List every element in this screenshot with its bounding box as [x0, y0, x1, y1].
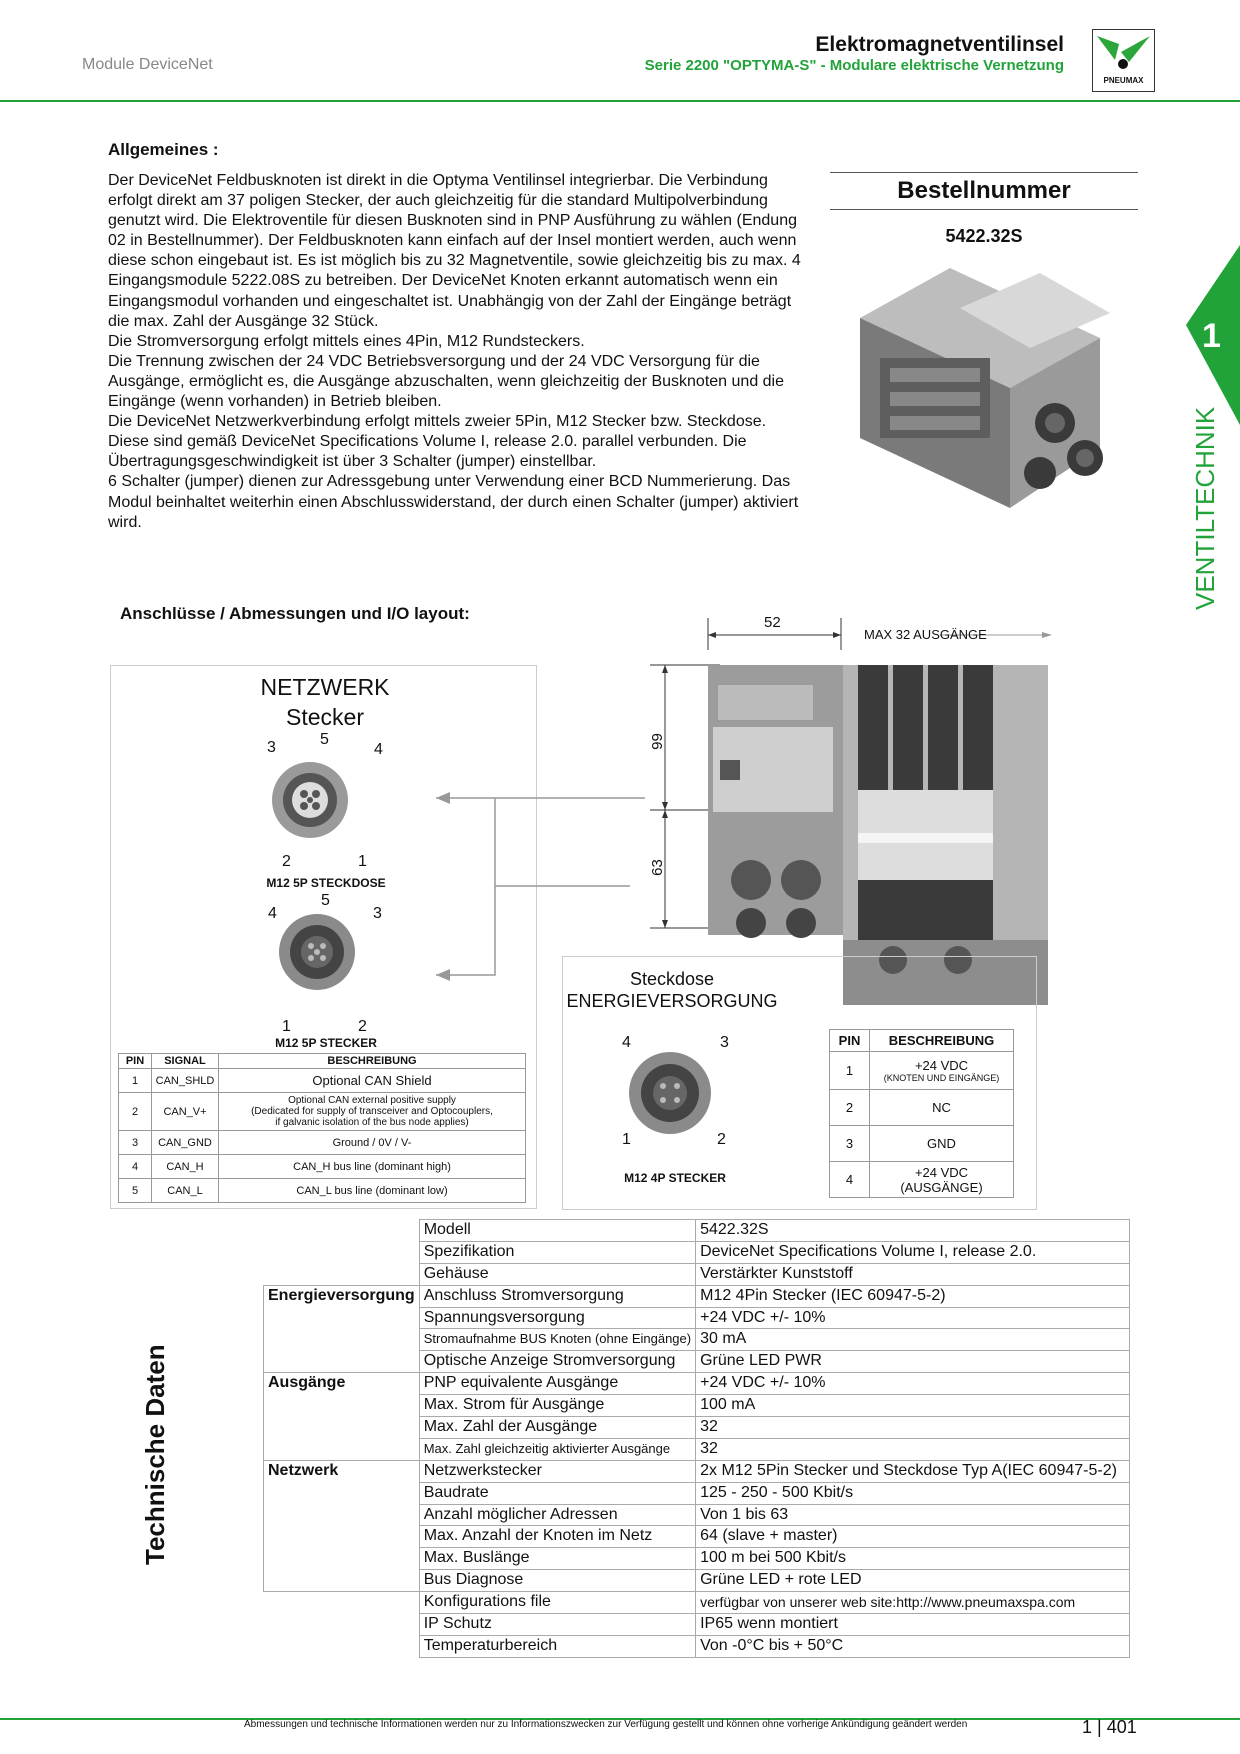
table-header: PIN: [830, 1030, 870, 1052]
pneumax-logo: [1092, 29, 1155, 92]
pin-label: 3: [720, 1034, 729, 1051]
tech-value: Von -0°C bis + 50°C: [696, 1635, 1130, 1657]
tech-value: DeviceNet Specifications Volume I, release 2.0.: [696, 1241, 1130, 1263]
table-header: BESCHREIBUNG: [870, 1030, 1014, 1052]
tech-param: Max. Strom für Ausgänge: [419, 1395, 695, 1417]
header-section-label: Module DeviceNet: [82, 56, 213, 73]
chapter-tab: [1186, 245, 1240, 425]
tech-param: Max. Buslänge: [419, 1548, 695, 1570]
table-row: 3 GND: [830, 1126, 1014, 1162]
pin-label: 5: [321, 892, 330, 909]
tech-param: Bus Diagnose: [419, 1570, 695, 1592]
table-header: PIN: [119, 1054, 152, 1069]
tech-row: [264, 1285, 1130, 1307]
intro-paragraph: Die Stromversorgung erfolgt mittels eines 4Pin, M12 Rundsteckers.: [108, 332, 585, 350]
header-rule: [0, 100, 1240, 102]
network-pin-table: [118, 1053, 526, 1203]
power-pin-table: [829, 1029, 1014, 1198]
tech-row: [264, 1635, 1130, 1657]
pin-label: 3: [267, 739, 276, 756]
table-row: 1 CAN_SHLD Optional CAN Shield: [119, 1069, 526, 1093]
tech-group-label: Energieversorgung: [264, 1285, 420, 1373]
pin-label: 4: [622, 1034, 631, 1051]
tech-value: 32: [696, 1417, 1130, 1439]
tech-value: IP65 wenn montiert: [696, 1614, 1130, 1636]
page-title: Elektromagnetventilinsel: [815, 33, 1064, 56]
tech-param: Netzwerkstecker: [419, 1460, 695, 1482]
socket-caption: M12 5P STECKDOSE: [266, 876, 386, 890]
tech-row: [264, 1592, 1130, 1614]
plug-caption: M12 5P STECKER: [275, 1036, 377, 1050]
table-row: 2 CAN_V+ Optional CAN external positive supply (Dedicated for supply of transceiver and Optocouplers, if galvanic isolation of the bus node applies): [119, 1093, 526, 1131]
intro-paragraph: Der DeviceNet Feldbusknoten ist direkt in die Optyma Ventilinsel integrierbar. Die Verbindung erfolgt direkt am 37 poligen Stecker, der auch gleichzeitig für die standard Multipolverbindung genutzt wird. Die Elektroventile für diesen Busknoten sind in PNP Ausführung zu wählen (Endung 02 in Bestellnummer). Der Feldbusknoten kann einfach auf der Insel montiert werden, auch wenn diese schon eingebaut ist. Es ist möglich bis zu 32 Magnetventile, sowie gleichzeitig bis zu max. 4 Eingangsmodule 5222.08S zu betreiben. Der DeviceNet Knoten erkannt automatisch wenn ein Eingangsmodul vorhanden und eingeschaltet ist. Unabhängig von der Zahl der Eingänge beträgt die max. Zahl der Ausgänge 32 Stück.: [108, 172, 801, 330]
tech-param: Stromaufnahme BUS Knoten (ohne Eingänge): [419, 1329, 695, 1351]
tech-value: M12 4Pin Stecker (IEC 60947-5-2): [696, 1285, 1130, 1307]
tech-group-label: Ausgänge: [264, 1373, 420, 1461]
table-row: 4 +24 VDC (AUSGÄNGE): [830, 1162, 1014, 1198]
tech-param: Spezifikation: [419, 1241, 695, 1263]
tech-group-empty: [264, 1592, 420, 1614]
device-front-view: [708, 665, 1048, 1005]
tech-param: Temperaturbereich: [419, 1635, 695, 1657]
tech-param: IP Schutz: [419, 1614, 695, 1636]
tech-row: [264, 1614, 1130, 1636]
page-subtitle: Serie 2200 "OPTYMA-S" - Modulare elektrische Vernetzung: [644, 57, 1064, 74]
pin-label: 2: [358, 1018, 367, 1035]
tech-param: PNP equivalente Ausgänge: [419, 1373, 695, 1395]
tech-value: Grüne LED + rote LED: [696, 1570, 1130, 1592]
tech-value: 100 mA: [696, 1395, 1130, 1417]
order-number: 5422.32S: [945, 226, 1023, 246]
m12-5p-socket-drawing: [270, 760, 350, 840]
tech-param: Modell: [419, 1220, 695, 1242]
dimension-height-lower: 63: [648, 859, 666, 876]
dimension-height-upper: 99: [648, 733, 666, 750]
table-header: BESCHREIBUNG: [219, 1054, 526, 1069]
tech-param: Max. Anzahl der Knoten im Netz: [419, 1526, 695, 1548]
network-title: NETZWERK Stecker: [260, 674, 390, 730]
pin-label: 2: [717, 1131, 726, 1148]
tech-value: 30 mA: [696, 1329, 1130, 1351]
footer-note: Abmessungen und technische Informationen werden nur zu Informationszwecken zur Verfügung gestellt und können ohne vorherige Ankündigung geändert werden: [244, 1719, 968, 1730]
m12-4p-plug-drawing: [627, 1050, 713, 1136]
tech-value: verfügbar von unserer web site:http://www.pneumaxspa.com: [696, 1592, 1130, 1614]
table-row: 2 NC: [830, 1090, 1014, 1126]
product-photo: [840, 258, 1132, 520]
tech-value: Von 1 bis 63: [696, 1504, 1130, 1526]
tech-row: [264, 1241, 1130, 1263]
tech-group-empty: [264, 1241, 420, 1263]
intro-paragraph: Die DeviceNet Netzwerkverbindung erfolgt mittels zweier 5Pin, M12 Stecker bzw. Steckdose. Diese sind gemäß DeviceNet Specifications Volume I, release 2.0. parallel verbunden. Die Übertragungsgeschwindigkeit ist über 3 Schalter (jumper) einstellbar.: [108, 413, 767, 471]
intro-paragraph: 6 Schalter (jumper) dienen zur Adressgebung unter Verwendung einer BCD Nummerierung. Das Modul beinhaltet weiterhin einen Abschlusswiderstand, der durch einen Schalter (jumper) aktiviert wird.: [108, 473, 799, 531]
tech-value: Verstärkter Kunststoff: [696, 1263, 1130, 1285]
chapter-label: VENTILTECHNIK: [1190, 406, 1220, 610]
tech-value: 5422.32S: [696, 1220, 1130, 1242]
tech-value: Grüne LED PWR: [696, 1351, 1130, 1373]
intro-heading: Allgemeines :: [108, 140, 219, 159]
intro-text: [108, 171, 808, 533]
page-number: 1 | 401: [1082, 1717, 1137, 1737]
tech-value: 32: [696, 1438, 1130, 1460]
pin-label: 1: [282, 1018, 291, 1035]
table-row: 4 CAN_H CAN_H bus line (dominant high): [119, 1155, 526, 1179]
tech-param: Gehäuse: [419, 1263, 695, 1285]
tech-group-empty: [264, 1614, 420, 1636]
dimension-width: 52: [764, 614, 781, 631]
pin-label: 5: [320, 731, 329, 748]
power-title: Steckdose ENERGIEVERSORGUNG: [566, 969, 778, 1011]
tech-group-empty: [264, 1635, 420, 1657]
pin-label: 3: [373, 905, 382, 922]
pin-label: 2: [282, 853, 291, 870]
tech-group-empty: [264, 1263, 420, 1285]
tech-row: [264, 1220, 1130, 1242]
tech-row: [264, 1263, 1130, 1285]
tech-value: 2x M12 5Pin Stecker und Steckdose Typ A(IEC 60947-5-2): [696, 1460, 1130, 1482]
tech-param: Baudrate: [419, 1482, 695, 1504]
order-heading: Bestellnummer: [830, 172, 1138, 210]
pin-label: 1: [358, 853, 367, 870]
pin-label: 4: [374, 741, 383, 758]
tech-param: Max. Zahl der Ausgänge: [419, 1417, 695, 1439]
layout-heading: Anschlüsse / Abmessungen und I/O layout:: [120, 604, 470, 623]
max-outputs-label: MAX 32 AUSGÄNGE: [864, 627, 987, 642]
tech-value: 125 - 250 - 500 Kbit/s: [696, 1482, 1130, 1504]
pin-label: 1: [622, 1131, 631, 1148]
tech-param: Anzahl möglicher Adressen: [419, 1504, 695, 1526]
tech-row: [264, 1373, 1130, 1395]
intro-paragraph: Die Trennung zwischen der 24 VDC Betriebsversorgung und der 24 VDC Versorgung für die Ausgänge, ermöglicht es, die Ausgänge abzuschalten, wenn gleichzeitig der Busknoten und die Eingänge (wenn vorhanden) in Betrieb bleiben.: [108, 352, 785, 411]
power-plug-caption: M12 4P STECKER: [624, 1171, 726, 1185]
logo-text: PNEUMAX: [1103, 76, 1144, 85]
table-header: SIGNAL: [152, 1054, 219, 1069]
tech-data-title: Technische Daten: [140, 1344, 170, 1565]
tech-value: +24 VDC +/- 10%: [696, 1373, 1130, 1395]
table-row: 5 CAN_L CAN_L bus line (dominant low): [119, 1179, 526, 1203]
tech-data-table: [263, 1219, 1130, 1658]
chapter-number: 1: [1202, 317, 1221, 355]
tech-group-label: Netzwerk: [264, 1460, 420, 1591]
table-row: 3 CAN_GND Ground / 0V / V-: [119, 1131, 526, 1155]
tech-param: Konfigurations file: [419, 1592, 695, 1614]
tech-value: 64 (slave + master): [696, 1526, 1130, 1548]
tech-value: +24 VDC +/- 10%: [696, 1307, 1130, 1329]
m12-5p-plug-drawing: [277, 912, 357, 992]
tech-param: Anschluss Stromversorgung: [419, 1285, 695, 1307]
tech-value: 100 m bei 500 Kbit/s: [696, 1548, 1130, 1570]
tech-param: Max. Zahl gleichzeitig aktivierter Ausgänge: [419, 1438, 695, 1460]
tech-group-empty: [264, 1220, 420, 1242]
tech-param: Optische Anzeige Stromversorgung: [419, 1351, 695, 1373]
table-row: 1 +24 VDC (KNOTEN UND EINGÄNGE): [830, 1052, 1014, 1090]
tech-row: [264, 1460, 1130, 1482]
pin-label: 4: [268, 905, 277, 922]
tech-param: Spannungsversorgung: [419, 1307, 695, 1329]
